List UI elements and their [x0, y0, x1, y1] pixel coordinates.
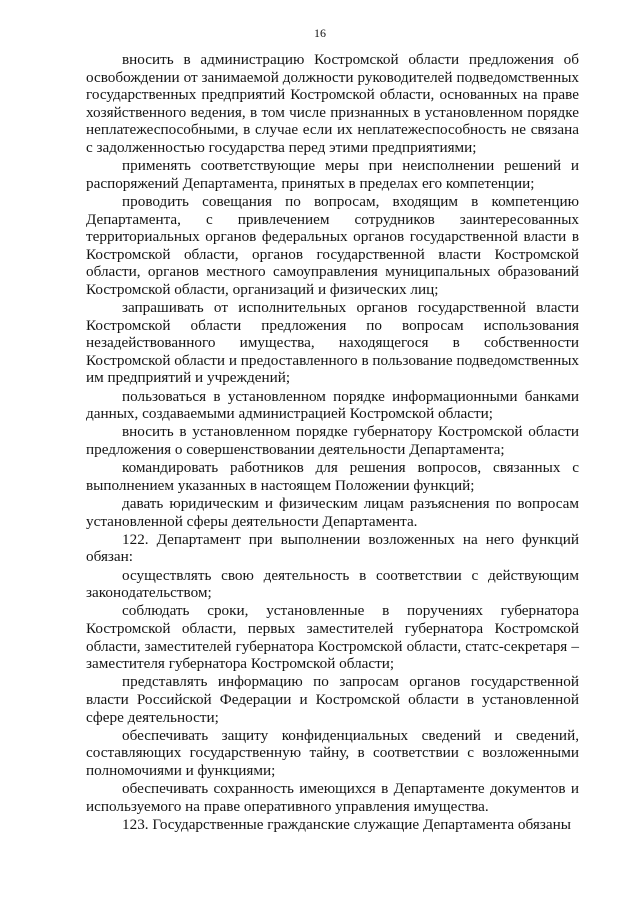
paragraph: осуществлять свою деятельность в соответствии с действующим законодательством; — [86, 566, 579, 602]
paragraph: запрашивать от исполнительных органов государственной власти Костромской области предложения по вопросам использования незадействованного имущества, находящегося в собственности Костромской области и предоставленного в пользование подведомственных им предприятий и учреждений; — [86, 299, 579, 387]
paragraph: представлять информацию по запросам органов государственной власти Российской Федерации и Костромской области в установленной сфере деятельности; — [86, 673, 579, 726]
paragraph: давать юридическим и физическим лицам разъяснения по вопросам установленной сферы деятельности Департамента. — [86, 495, 579, 530]
paragraph-122: 122. Департамент при выполнении возложенных на него функций обязан: — [86, 530, 579, 566]
page-number: 16 — [314, 26, 326, 40]
document-body — [86, 51, 579, 834]
paragraph: обеспечивать сохранность имеющихся в Департаменте документов и используемого на праве оперативного управления имущества. — [86, 780, 579, 815]
paragraph: пользоваться в установленном порядке информационными банками данных, создаваемыми администрацией Костромской области; — [86, 387, 579, 423]
paragraph: вносить в установленном порядке губернатору Костромской области предложения о совершенствовании деятельности Департамента; — [86, 423, 579, 459]
paragraph-123: 123. Государственные гражданские служащие Департамента обязаны — [122, 815, 571, 833]
paragraph: проводить совещания по вопросам, входящим в компетенцию Департамента, с привлечением сотрудников заинтересованных территориальных органов федеральных органов государственной власти в Костромской области, органов государственной власти Костромской области, органов местного самоуправления муниципальных образований Костромской области, организаций и физических лиц; — [86, 192, 579, 298]
paragraph: вносить в администрацию Костромской области предложения об освобождении от занимаемой должности руководителей подведомственных государственных предприятий Костромской области, основанных на праве хозяйственного ведения, в том числе признанных в установленном порядке неплатежеспособными, в случае если их неплатежеспособность не связана с задолженностью государства перед этими предприятиями; — [86, 51, 579, 156]
paragraph: командировать работников для решения вопросов, связанных с выполнением указанных в настоящем Положении функций; — [86, 459, 579, 494]
paragraph: применять соответствующие меры при неисполнении решений и распоряжений Департамента, принятых в пределах его компетенции; — [86, 157, 579, 192]
paragraph: обеспечивать защиту конфиденциальных сведений и сведений, составляющих государственную тайну, в соответствии с возложенными полномочиями и функциями; — [86, 726, 579, 779]
paragraph: соблюдать сроки, установленные в поручениях губернатора Костромской области, первых заместителей губернатора Костромской области, заместителей губернатора Костромской области, статс-секретаря – заместителя губернатора Костромской области; — [86, 602, 579, 673]
